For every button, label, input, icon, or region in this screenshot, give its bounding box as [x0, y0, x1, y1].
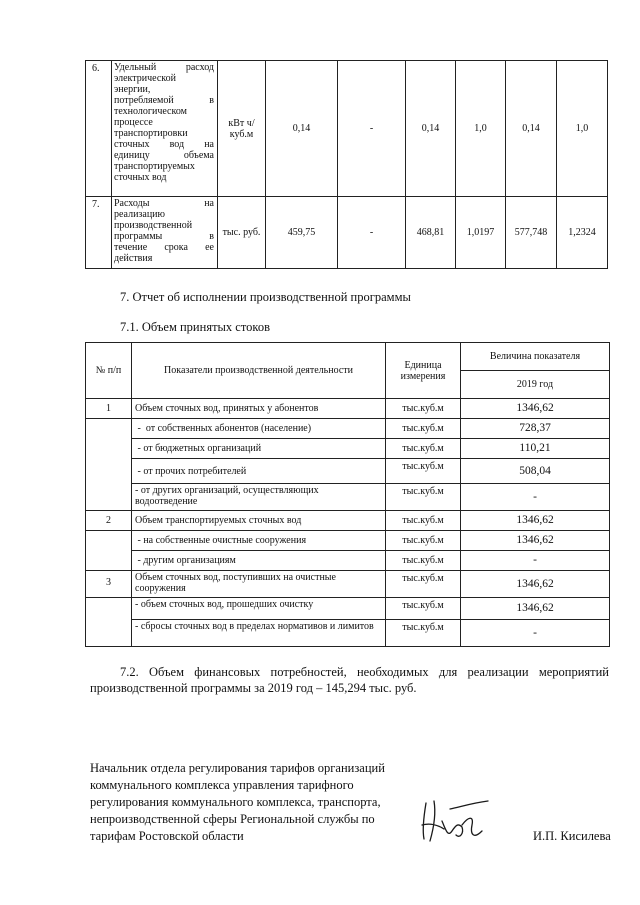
desc-line: сточных вод: [114, 172, 167, 183]
desc-line: программы в: [114, 231, 214, 242]
table-row: [86, 620, 610, 647]
desc-line: единицу объема: [114, 150, 214, 161]
section-7-2-text: 7.2. Объем финансовых потребностей, необходимых для реализации мероприятий производственной программы за 2019 год – 145,294 тыс. руб.: [90, 665, 609, 695]
row-value: 1346,62: [461, 399, 610, 419]
row-number: [86, 419, 132, 511]
row-value: 1346,62: [461, 598, 610, 620]
table-row: [86, 598, 610, 620]
header-year: 2019 год: [461, 371, 610, 399]
table-row: [86, 419, 610, 439]
row-value: 110,21: [461, 439, 610, 459]
desc-line: течение срока ее: [114, 242, 214, 253]
desc-line: технологическом: [114, 106, 187, 117]
row-number: 7.: [86, 197, 112, 269]
row-number: 3: [86, 571, 132, 598]
value-cell: 1,2324: [557, 197, 608, 269]
position-line: тарифам Ростовской области: [90, 829, 244, 843]
value-cell: 577,748: [506, 197, 557, 269]
row-description: [112, 197, 218, 269]
value-cell: 1,0: [557, 61, 608, 197]
row-value: 728,37: [461, 419, 610, 439]
row-number: 2: [86, 511, 132, 531]
row-value: 508,04: [461, 459, 610, 484]
row-name: Объем сточных вод, поступивших на очистные сооружения: [132, 571, 386, 598]
desc-line: производственной: [114, 220, 193, 231]
row-name: - сбросы сточных вод в пределах нормативов и лимитов: [132, 620, 386, 647]
row-name: - от прочих потребителей: [132, 459, 386, 484]
position-line: непроизводственной сферы Региональной службы по: [90, 812, 375, 826]
row-value: -: [461, 484, 610, 511]
table-row: [86, 61, 608, 197]
desc-line: Расходы на: [114, 198, 214, 209]
position-line: Начальник отдела регулирования тарифов организаций: [90, 761, 385, 775]
row-number: 6.: [86, 61, 112, 197]
row-name: - от бюджетных организаций: [132, 439, 386, 459]
row-unit: тыс.куб.м: [386, 598, 461, 620]
row-number: 1: [86, 399, 132, 419]
row-unit: тыс.куб.м: [386, 620, 461, 647]
signatory-position: [90, 760, 410, 845]
row-value: -: [461, 551, 610, 571]
position-line: коммунального комплекса управления тарифного: [90, 778, 354, 792]
table-header-row: [86, 343, 610, 371]
indicators-table: [85, 60, 608, 269]
value-cell: 0,14: [506, 61, 557, 197]
row-unit: тыс.куб.м: [386, 531, 461, 551]
row-unit: тыс.куб.м: [386, 551, 461, 571]
table-row: [86, 197, 608, 269]
row-name: - другим организациям: [132, 551, 386, 571]
value-cell: 459,75: [266, 197, 338, 269]
desc-line: транспортируемых: [114, 161, 195, 172]
row-unit: тыс.куб.м: [386, 459, 461, 484]
row-name: - на собственные очистные сооружения: [132, 531, 386, 551]
desc-line: транспортировки: [114, 128, 188, 139]
position-line: регулирования коммунального комплекса, транспорта,: [90, 795, 381, 809]
accepted-wastewater-table: [85, 342, 610, 647]
row-number: [86, 531, 132, 571]
row-unit: тыс.куб.м: [386, 419, 461, 439]
row-name: - от других организаций, осуществляющих водоотведение: [132, 484, 386, 511]
value-cell: 1,0197: [456, 197, 506, 269]
table-row: [86, 439, 610, 459]
row-unit: тыс.куб.м: [386, 511, 461, 531]
desc-line: электрической: [114, 73, 176, 84]
row-value: -: [461, 620, 610, 647]
desc-line: потребляемой в: [114, 95, 214, 106]
value-cell: -: [338, 197, 406, 269]
section-7-1-title: 7.1. Объем принятых стоков: [120, 320, 270, 334]
table-row: [86, 459, 610, 484]
row-unit: тыс.куб.м: [386, 484, 461, 511]
row-unit: тыс.куб.м: [386, 439, 461, 459]
unit-cell: тыс. руб.: [218, 197, 266, 269]
table-row: [86, 571, 610, 598]
row-name: Объем транспортируемых сточных вод: [132, 511, 386, 531]
desc-line: действия: [114, 253, 153, 264]
row-value: 1346,62: [461, 571, 610, 598]
row-name: - объем сточных вод, прошедших очистку: [132, 598, 386, 620]
header-value: Величина показателя: [461, 343, 610, 371]
table-row: [86, 399, 610, 419]
header-indicator: Показатели производственной деятельности: [132, 343, 386, 399]
row-value: 1346,62: [461, 511, 610, 531]
row-name: - от собственных абонентов (население): [132, 419, 386, 439]
desc-line: процессе: [114, 117, 153, 128]
row-description: [112, 61, 218, 197]
value-cell: 0,14: [266, 61, 338, 197]
row-number: [86, 598, 132, 647]
desc-line: сточных вод на: [114, 139, 214, 150]
unit-cell: кВт ч/куб.м: [218, 61, 266, 197]
table-row: [86, 531, 610, 551]
value-cell: 0,14: [406, 61, 456, 197]
desc-line: энергии,: [114, 84, 151, 95]
value-cell: 468,81: [406, 197, 456, 269]
table-row: [86, 484, 610, 511]
desc-line: Удельный расход: [114, 62, 214, 73]
signatory-name: И.П. Кисилева: [533, 829, 611, 843]
handwritten-signature: [412, 795, 492, 847]
row-name: Объем сточных вод, принятых у абонентов: [132, 399, 386, 419]
value-cell: -: [338, 61, 406, 197]
value-cell: 1,0: [456, 61, 506, 197]
row-unit: тыс.куб.м: [386, 571, 461, 598]
row-value: 1346,62: [461, 531, 610, 551]
desc-line: реализацию: [114, 209, 165, 220]
section-7-title: 7. Отчет об исполнении производственной программы: [120, 290, 411, 304]
header-num: № п/п: [86, 343, 132, 399]
table-row: [86, 511, 610, 531]
row-unit: тыс.куб.м: [386, 399, 461, 419]
header-unit: Единица измерения: [386, 343, 461, 399]
table-row: [86, 551, 610, 571]
